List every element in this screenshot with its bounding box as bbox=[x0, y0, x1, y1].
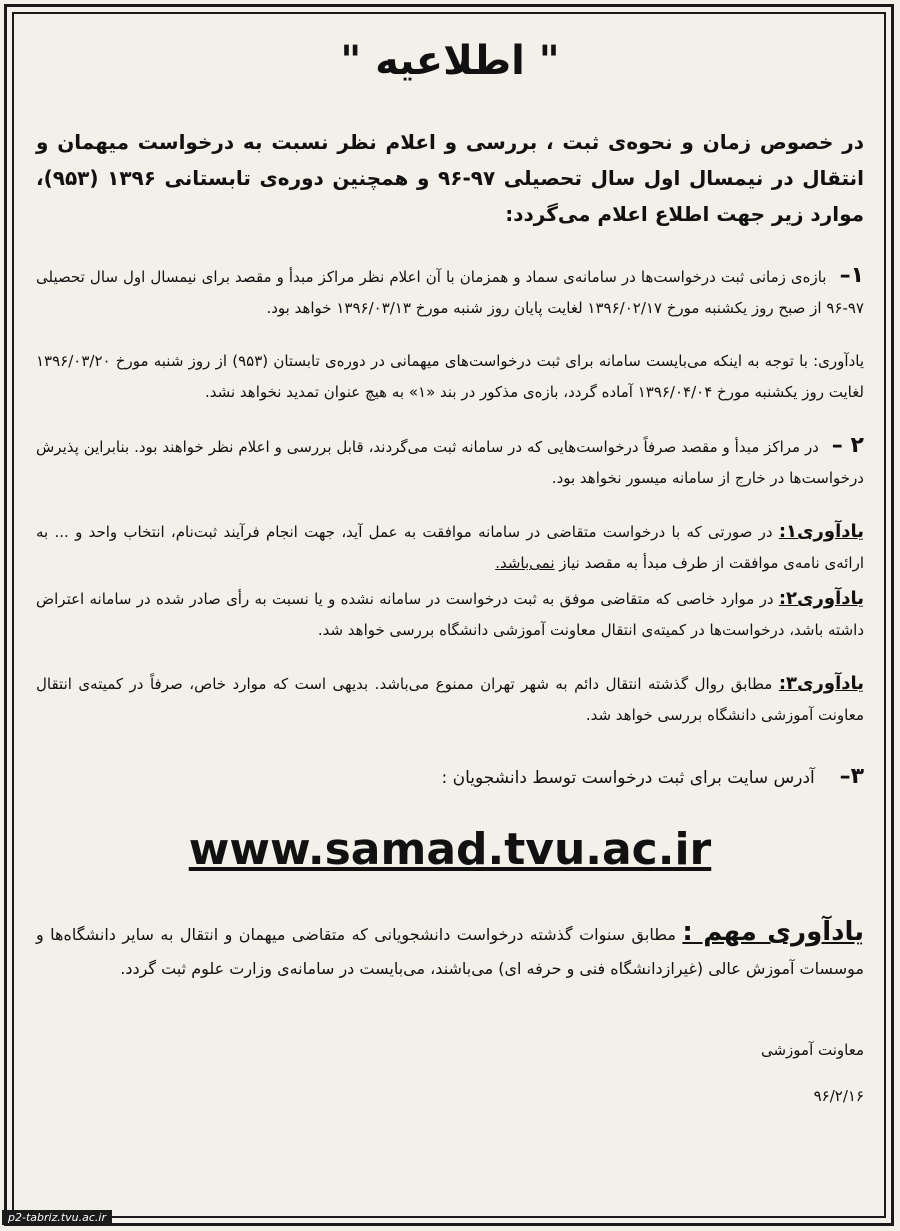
lead-paragraph: در خصوص زمان و نحوه‌ی ثبت ، بررسی و اعلام نظر نسبت به درخواست میهمان و انتقال در نیمسال اول سال تحصیلی ۹۷-۹۶ و همچنین دوره‌ی تابستانی ۱۳۹۶ (۹۵۳)، موارد زیر جهت اطلاع اعلام می‌گردد: bbox=[36, 130, 864, 226]
footer-watermark: p2-tabriz.tvu.ac.ir bbox=[2, 1210, 112, 1225]
important-note-text: مطابق سنوات گذشته درخواست دانشجویانی که متقاضی میهمان و انتقال به سایر دانشگاه‌ها و موسسات آموزش عالی (غیرازدانشگاه فنی و حرفه ای) می‌باشند، می‌بایست در سامانه‌ی وزارت علوم ثبت گردد. bbox=[36, 925, 864, 978]
important-note bbox=[36, 915, 864, 986]
item-1 bbox=[36, 260, 864, 324]
date: ۹۶/۲/۱۶ bbox=[813, 1087, 864, 1105]
note-2 bbox=[36, 583, 864, 646]
note-1-label: یادآوری۱: bbox=[778, 521, 864, 542]
note-2-text: در موارد خاصی که متقاضی موفق به ثبت درخواست در سامانه نشده و یا نسبت به رأی صادر شده در سامانه اعتراض داشته باشد، درخواست‌ها در کمیته‌ی انتقال معاونت آموزشی دانشگاه بررسی خواهد شد. bbox=[36, 590, 864, 639]
announcement-body bbox=[36, 30, 864, 1105]
note-1-text: در صورتی که با درخواست متقاضی در سامانه موافقت به عمل آید، جهت انجام فرآیند ثبت‌نام، انتخاب واحد و ... به ارائه‌ی نامه‌ی موافقت از طرف مبدأ به مقصد نیاز bbox=[36, 523, 864, 572]
signer: معاونت آموزشی bbox=[760, 1041, 864, 1059]
site-url-link[interactable]: www.samad.tvu.ac.ir bbox=[188, 824, 712, 875]
note-3-label: یادآوری۳: bbox=[778, 673, 864, 694]
item-2 bbox=[36, 430, 864, 494]
item-3 bbox=[36, 761, 864, 794]
item-2-text: در مراکز مبدأ و مقصد صرفاً درخواست‌هایی که در سامانه ثبت می‌گردند، قابل بررسی و اعلام نظر خواهند بود. بنابراین پذیرش درخواست‌ها در خارج از سامانه میسور نخواهد بود. bbox=[36, 438, 864, 487]
item-1-number: ۱– bbox=[839, 263, 864, 288]
item-3-text: آدرس سایت برای ثبت درخواست توسط دانشجویان : bbox=[441, 768, 815, 788]
note-2-label: یادآوری۲: bbox=[778, 588, 864, 609]
page-title: " اطلاعیه " bbox=[340, 38, 560, 84]
site-url-block bbox=[36, 824, 864, 875]
note-3 bbox=[36, 668, 864, 731]
item-3-number: ۳– bbox=[839, 764, 864, 789]
note-1 bbox=[36, 516, 864, 579]
important-note-label: یادآوری مهم : bbox=[682, 917, 865, 947]
note-1-emphasis: نمی‌باشد. bbox=[495, 554, 555, 572]
note-3-text: مطابق روال گذشته انتقال دائم به شهر تهران ممنوع می‌باشد. بدیهی است که موارد خاص، صرفاً در کمیته‌ی انتقال معاونت آموزشی دانشگاه بررسی خواهد شد. bbox=[36, 675, 864, 724]
item-2-number: ۲ – bbox=[831, 433, 864, 458]
item-1-text: بازه‌ی زمانی ثبت درخواست‌ها در سامانه‌ی سماد و همزمان با آن اعلام نظر مراکز مبدأ و مقصد برای نیمسال اول سال تحصیلی ۹۷-۹۶ از صبح روز یکشنبه مورخ ۱۳۹۶/۰۲/۱۷ لغایت پایان روز شنبه مورخ ۱۳۹۶/۰۳/۱۳ خواهد بود. bbox=[36, 268, 864, 317]
summer-reminder: یادآوری: با توجه به اینکه می‌بایست سامانه برای ثبت درخواست‌های میهمانی در دوره‌ی تابستان (۹۵۳) از روز شنبه مورخ ۱۳۹۶/۰۳/۲۰ لغایت روز یکشنبه مورخ ۱۳۹۶/۰۴/۰۴ آماده گردد، بازه‌ی مذکور در بند «۱» به هیچ عنوان تمدید نخواهد نشد. bbox=[36, 352, 864, 401]
